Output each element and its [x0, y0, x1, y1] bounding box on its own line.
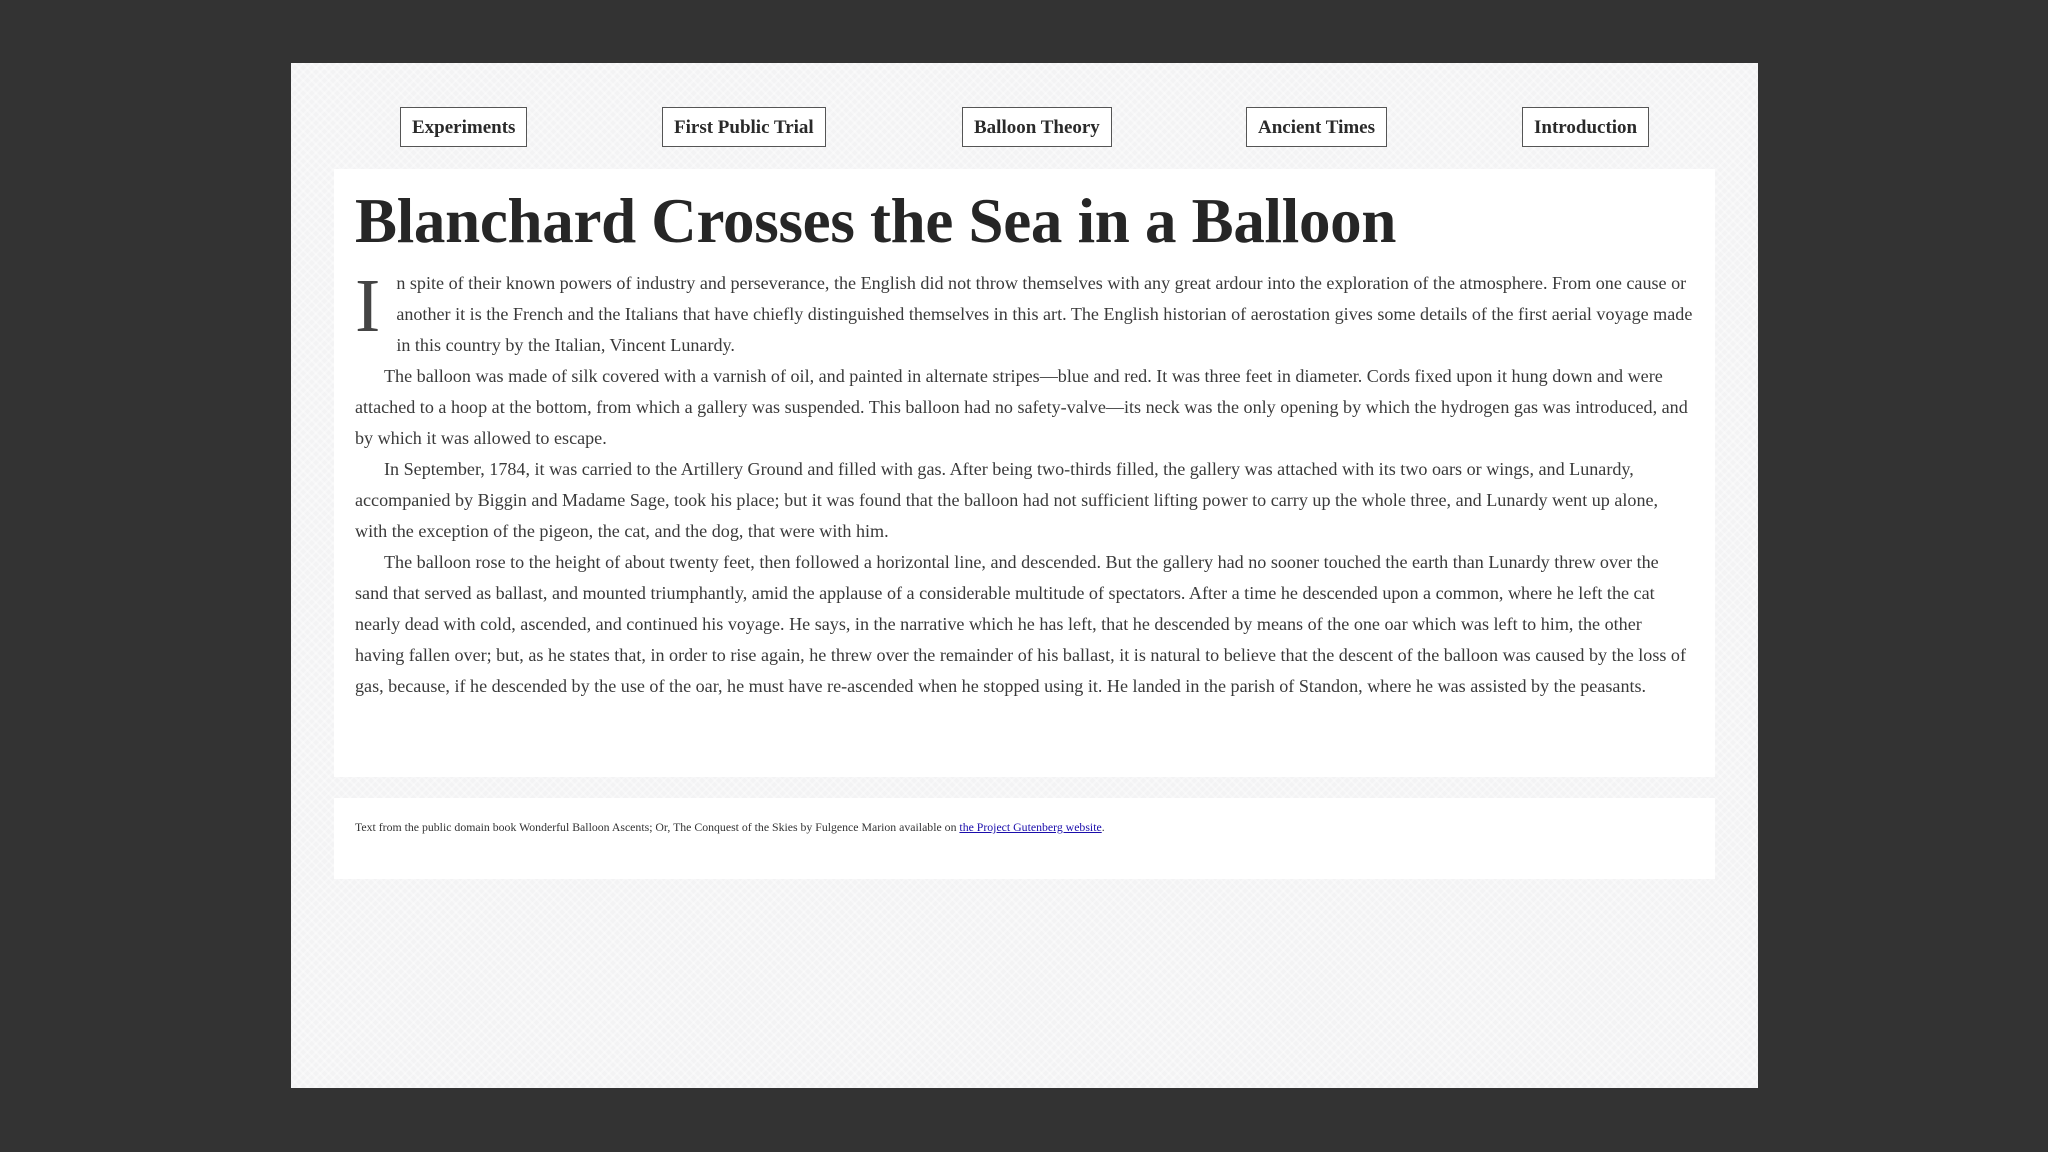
paragraph-4: The balloon rose to the height of about twenty feet, then followed a horizontal line, and descended. But the gallery had no sooner touched the earth than Lunardy threw over the sand that served as ballast, and mounted triumphantly, amid the applause of a considerable multitude of spectators. After a time he descended upon a common, where he left the cat nearly dead with cold, ascended, and continued his voyage. He says, in the narrative which he has left, that he descended by means of the one oar which was left to him, the other having fallen over; but, as he states that, in order to rise again, he threw over the remainder of his ballast, it is natural to believe that the descent of the balloon was caused by the loss of gas, because, if he descended by the use of the oar, he must have re-ascended when he stopped using it. He landed in the parish of Standon, where he was assisted by the peasants.: [355, 552, 1686, 696]
article-body: [355, 264, 1693, 702]
gutenberg-link[interactable]: the Project Gutenberg website: [959, 820, 1102, 834]
paragraph-3: In September, 1784, it was carried to the Artillery Ground and filled with gas. After being two-thirds filled, the gallery was attached with its two oars or wings, and Lunardy, accompanied by Biggin and Madame Sage, took his place; but it was found that the balloon had not sufficient lifting power to carry up the whole three, and Lunardy went up alone, with the exception of the pigeon, the cat, and the dog, that were with him.: [355, 459, 1659, 541]
footer-suffix: .: [1101, 820, 1105, 834]
page-title: Blanchard Crosses the Sea in a Balloon: [355, 186, 1397, 256]
drop-cap: I: [355, 264, 381, 348]
nav-bar: [291, 107, 1758, 149]
paragraph-2: The balloon was made of silk covered with a varnish of oil, and painted in alternate stripes—blue and red. It was three feet in diameter. Cords fixed upon it hung down and were attached to a hoop at the bottom, from which a gallery was suspended. This balloon had no safety-valve—its neck was the only opening by which the hydrogen gas was introduced, and by which it was allowed to escape.: [355, 366, 1688, 448]
nav-button-experiments[interactable]: Experiments: [400, 107, 527, 147]
footer-panel: [334, 798, 1715, 879]
nav-button-balloon-theory[interactable]: Balloon Theory: [962, 107, 1112, 147]
footer-text: Text from the public domain book Wonderful Balloon Ascents; Or, The Conquest of the Skies by Fulgence Marion available on: [355, 820, 960, 834]
nav-button-first-public-trial[interactable]: First Public Trial: [662, 107, 826, 147]
nav-button-ancient-times[interactable]: Ancient Times: [1246, 107, 1387, 147]
paragraph-1-text: n spite of their known powers of industry and perseverance, the English did not throw themselves with any great ardour into the exploration of the atmosphere. From one cause or another it is the French and the Italians that have chiefly distinguished themselves in this art. The English historian of aerostation gives some details of the first aerial voyage made in this country by the Italian, Vincent Lunardy.: [396, 273, 1693, 355]
page-canvas: [291, 63, 1758, 1088]
nav-button-introduction[interactable]: Introduction: [1522, 107, 1649, 147]
article-panel: [334, 169, 1715, 777]
paragraph-1: [355, 264, 1693, 361]
